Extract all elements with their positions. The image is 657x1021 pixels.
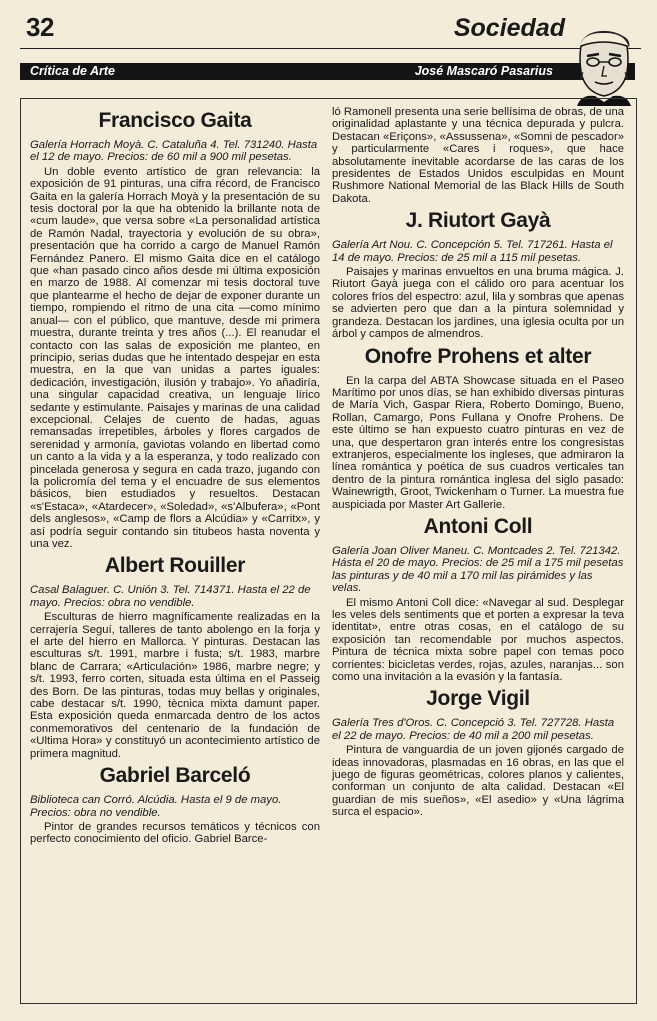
headline-francisco-gaita: Francisco Gaita: [98, 109, 252, 132]
exhibition-info: Galería Horrach Moyà. C. Cataluña 4. Tel. 731240. Hasta el 12 de mayo. Precios: de 60 mil a 900 mil pesetas.: [30, 139, 318, 164]
exhibition-info: Casal Balaguer. C. Unión 3. Tel. 714371. Hasta el 22 de mayo. Precios: obra no vendible.: [30, 584, 311, 609]
article-body: En la carpa del ABTA Showcase situada en el Paseo Marítimo por unos días, se han exhibido diversas pinturas de María Vich, Gaspar Riera, Roberto Domingo, Bueno, Rollan, Camargo, Pons Fullana y Onofre Prohens. De este último se han expuesto cuatro pinturas en vez de una, que despertaron gran interés entre los congresistas extranjeros, especialmente los ingleses, que admiraron la línea romántica y poética de sus cuadros verticales tan dentro de la pintura romántica inglesa del siglo pasado: Wainewrigth, Groot, Twickenham o Turner. La muestra fue auspiciada por Master Art Gallerie.: [332, 374, 624, 511]
article-body: El mismo Antoni Coll dice: «Navegar al sud. Desplegar les veles dels sentiments que et porten a expresar la teva identitat», entre otras cosas, en el catálogo de su exposición tan recomendable por muchos aspectos. Pintura de técnica mixta sobre papel con temas poco corrientes: bicicletas verdes, rojas, azules, naranjas... son como una invitación a la evasión y la fantasía.: [332, 596, 624, 684]
exhibition-info: Galería Joan Oliver Maneu. C. Montcades 2. Tel. 721342. Hásta el 20 de mayo. Precios: de 25 mil a 175 mil pesetas las pinturas y de 40 mil a 170 mil las pirámides y las velas.: [332, 544, 624, 595]
headline-j-riutort-gaya: J. Riutort Gayà: [405, 209, 551, 233]
section-title: Sociedad: [453, 14, 565, 42]
top-rule: [20, 48, 641, 49]
exhibition-info: Galería Art Nou. C. Concepción 5. Tel. 717261. Hasta el 14 de mayo. Precios: de 25 mil a 115 mil pesetas.: [332, 239, 613, 264]
headline-jorge-vigil: Jorge Vigil: [426, 687, 530, 711]
author-name: José Mascaró Pasarius: [414, 64, 553, 78]
left-column: [30, 106, 320, 849]
headline-gabriel-barcelo: Gabriel Barceló: [99, 764, 251, 788]
exhibition-info: Galería Tres d'Oros. C. Concepció 3. Tel. 727728. Hasta el 22 de mayo. Precios: de 40 mil a 200 mil pesetas.: [332, 717, 615, 742]
right-column: [332, 106, 624, 822]
page-number: 32: [26, 12, 54, 42]
column-label: Crítica de Arte: [30, 64, 115, 78]
article-body: Paisajes y marinas envueltos en una bruma mágica. J. Riutort Gayà juega con el cálido oro para acentuar los colores fríos del espectro: azul, lila y sombras que apenas se advierten pero que dan a la pintura solemnidad y grandeza. Destacan los jardines, una iglesia oculta por un árbol y campos de almendros.: [332, 266, 624, 341]
article-body-continued: ló Ramonell presenta una serie bellísima de obras, de una originalidad aplastante y una técnica depurada y pulcra. Destacan «Eriçons», «Assussena», «Somni de pescador» y particularmente «Cares i roques», que hace absolutamente inevitable acordarse de las caras de los presidentes de Estados Unidos esculpidas en Mount Rushmore National Memorial de las Black Hills de South Dakota.: [332, 106, 625, 205]
article-body: Pintor de grandes recursos temáticos y técnicos con perfecto conocimiento del oficio. Gabriel Barce-: [30, 820, 320, 846]
exhibition-info: Biblioteca can Corró. Alcúdia. Hasta el 9 de mayo. Precios: obra no vendible.: [30, 794, 282, 819]
headline-onofre-prohens: Onofre Prohens et alter: [364, 344, 592, 368]
headline-albert-rouiller: Albert Rouiller: [104, 554, 246, 578]
author-portrait: [573, 30, 635, 106]
article-body: Esculturas de hierro magníficamente realizadas en la cerrajería Seguí, talleres de tanto abolengo en la forja y el arte del hierro en Mallorca. Y pinturas. Destacan las esculturas s/t. 1991, marbre i fusta; s/t. 1983, marbre blanc de Carrara; «Articulación» 1986, marbre negre; y s/t. 1993, ferro corten, situada esta última en el Passeig des Born. De las pinturas, todas muy bellas y originales, cabe destacar s/t. 1990, tècnica mixta damunt paper. Esta exposición queda enmarcada dentro de los actos conmemorativos del centenario de la fundación de «Ultima Hora» y constituyó un acontecimiento artístico de primera magnitud.: [30, 611, 320, 760]
column-header-bar: [20, 63, 635, 80]
article-body: Un doble evento artístico de gran relevancia: la exposición de 91 pinturas, una cifra récord, de Francisco Gaita en la galería Horrach Moyà y la presentación de su tesis doctoral por la que ha obtenido la brillante nota de «cum laude», que versa sobre «La personalidad artística de Ramón Nadal, trayectoria y evolución de su obra», presentación que ha corrido a cargo de Manuel Ramón Fernández Panero. El mismo Gaita dice en el catálogo que «han pasado cinco años desde mi última exposición en marzo de 1988. Al comenzar mi tesis doctoral tuve que plantearme el hecho de dejar de exponer durante un tiempo, rompiendo el ritmo de una cita —como mínimo anual— con el público, que mantuve, desde mi primera muestra, durante treinta y tres años (...). El reanudar el contacto con las salas de exposición me planteo, en principio, serias dudas que he intentado despejar en esta muestra, en la que van unidas a partes iguales: dedicación, investigación, ilusión y trabajo». Yo añadiría, una singular capacidad creativa, un lenguaje lírico sedante y estimulante. Paisajes y marinas de una calidad excepcional. Celajes de cuento de hadas, aguas remansadas irrepetibles, árboles y flores cargados de serenidad y armonía, gaviotas volando en libertad como un canto a la vida y a la esperanza, y todo realizado con pincelada generosa y segura en cada trazo, jugando con la policromía del tema y el encuadre de sus elementos básicos, bien estudiados y resueltos. Destacan «s'Estaca», «Atardecer», «Soledad», «s'Albufera», «Pont dels anglesos», «Camp de flors a Alcúdia» y «Carritx», y así podría seguir contando sin titubeos hasta noventa y una vez.: [30, 165, 320, 550]
headline-antoni-coll: Antoni Coll: [423, 514, 533, 538]
article-body: Pintura de vanguardia de un joven gijonés cargado de ideas innovadoras, plasmadas en 16 obras, en las que el juego de figuras geométricas, colores planos y calientes, conforman un conjunto de alta calidad. Destacan «El guardian de mis sueños», «El asedio» y «Una lágrima surca el espacio».: [332, 744, 624, 819]
